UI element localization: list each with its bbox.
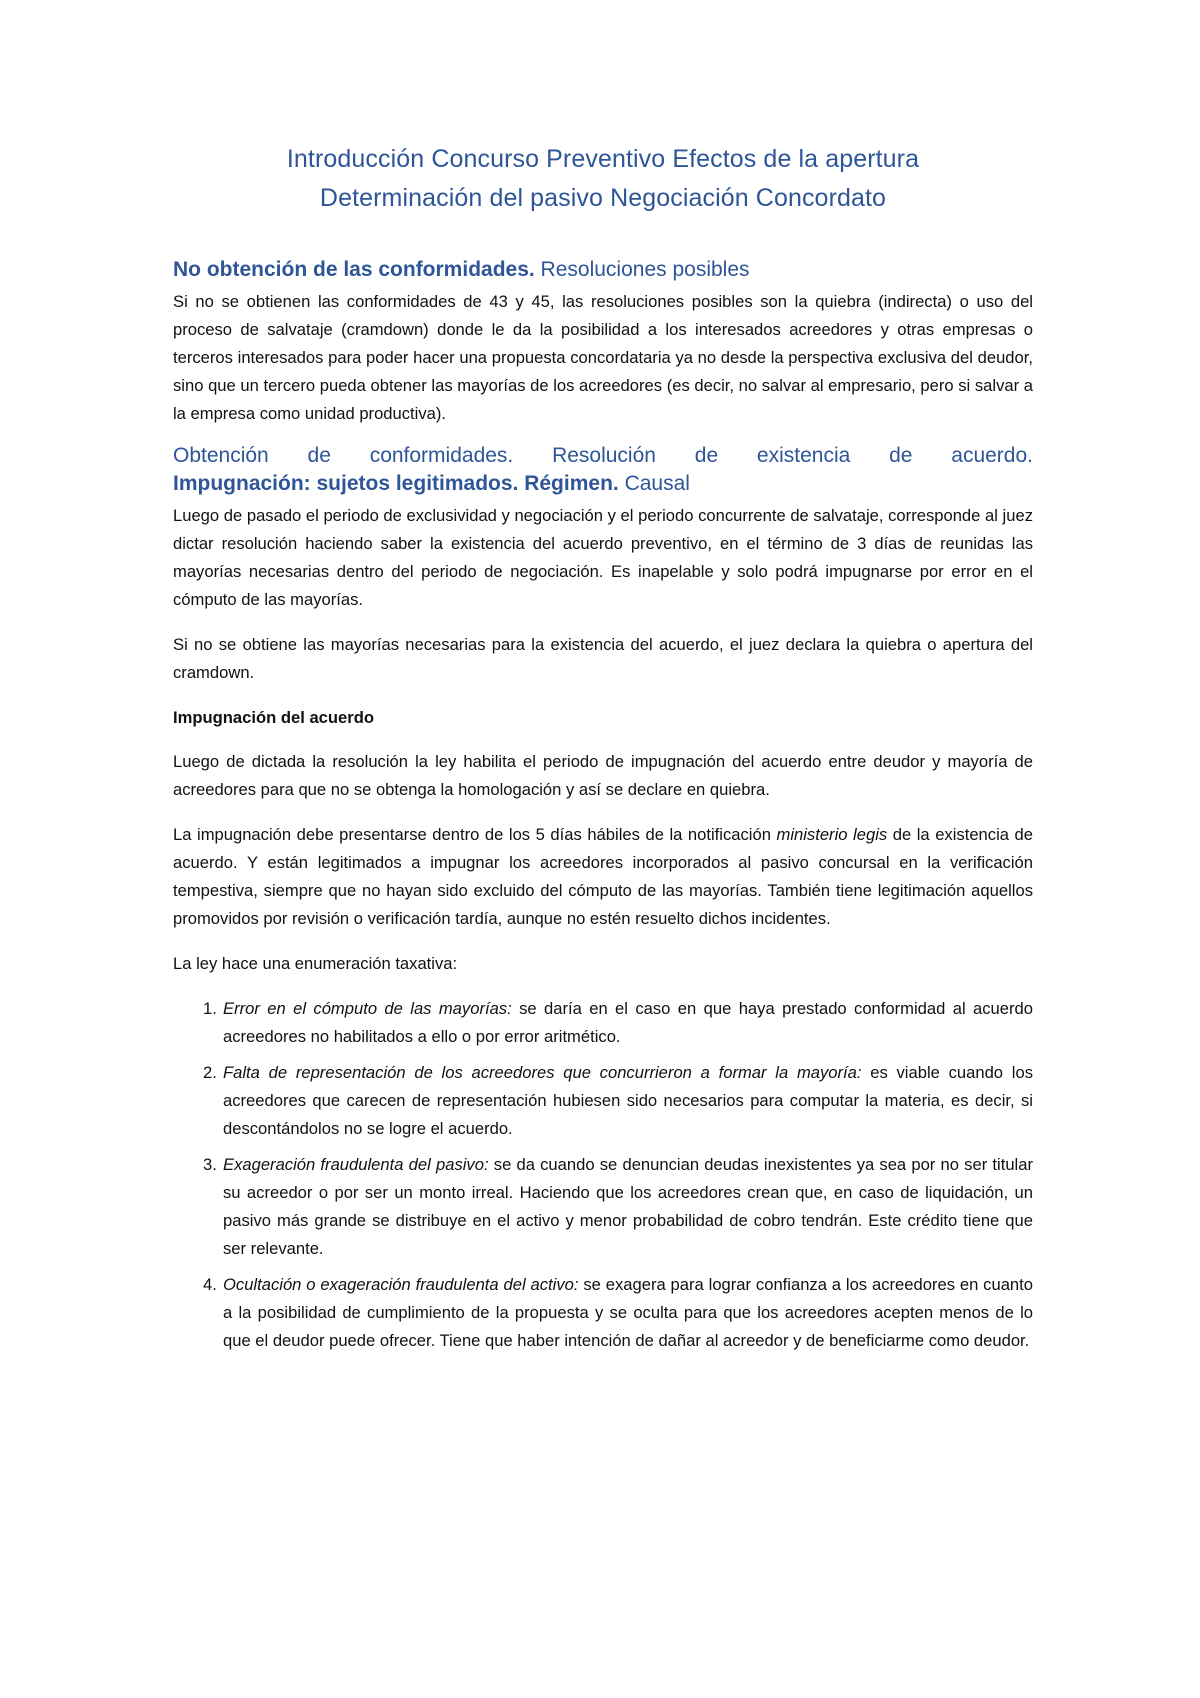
list-item [173,1151,1033,1263]
list-item [173,1271,1033,1355]
list-item-italic: Error en el cómputo de las mayorías: [223,999,512,1018]
section-heading [173,256,1033,284]
paragraph [173,821,1033,933]
list-item-italic: Ocultación o exageración fraudulenta del activo: [223,1275,579,1294]
list-item-text: se daría en el caso en que haya prestado conformidad al acuerdo acreedores no habilitados a ello o por error aritmético. [223,999,1033,1046]
section-no-obtencion [173,256,1033,428]
section-obtencion [173,442,1033,687]
numbered-list [173,995,1033,1355]
list-item-text: se da cuando se denuncian deudas inexistentes ya sea por no ser titular su acreedor o por ser un monto irreal. Haciendo que los acreedores crean que, en caso de liquidación, un pasivo más grande se distribuye en el activo y menor probabilidad de cobro tendrán. Este crédito tiene que ser relevante. [223,1155,1033,1258]
paragraph: Luego de dictada la resolución la ley habilita el periodo de impugnación del acuerdo entre deudor y mayoría de acreedores para que no se obtenga la homologación y así se declare en quiebra. [173,752,1033,799]
document-title [173,140,1033,218]
paragraph-text: de la existencia de acuerdo. Y están legitimados a impugnar los acreedores incorporados al pasivo concursal en la verificación tempestiva, siempre que no hayan sido excluido del cómputo de las mayorías. También tiene legitimación aquellos promovidos por revisión o verificación tardía, aunque no estén resuelto dichos incidentes. [173,825,1033,928]
list-item-number: 1. [203,999,217,1018]
paragraph: Si no se obtiene las mayorías necesarias para la existencia del acuerdo, el juez declara la quiebra o apertura del cramdown. [173,635,1033,682]
paragraph: Luego de pasado el periodo de exclusividad y negociación y el periodo concurrente de salvataje, corresponde al juez dictar resolución haciendo saber la existencia del acuerdo preventivo, en el término de 3 días de reunidas las mayorías necesarias dentro del periodo de negociación. Es inapelable y solo podrá impugnarse por error en el cómputo de las mayorías. [173,506,1033,609]
list-item-text: es viable cuando los acreedores que carecen de representación hubiesen sido necesarios para computar la materia, es decir, si descontándolos no se logre el acuerdo. [223,1063,1033,1138]
heading-word: de [307,444,331,467]
paragraph-italic: ministerio legis [776,825,888,844]
list-item-italic: Exageración fraudulenta del pasivo: [223,1155,489,1174]
list-item-number: 2. [203,1063,217,1082]
heading-word: existencia [756,444,851,467]
heading-word: conformidades. [369,444,514,467]
section-heading-bold: Impugnación: sujetos legitimados. Régimen. [173,472,619,495]
title-line-2: Determinación del pasivo Negociación Concordato [319,184,887,212]
list-item-number: 4. [203,1275,217,1294]
section-heading-line-2 [173,470,1033,498]
paragraph: Si no se obtienen las conformidades de 43 y 45, las resoluciones posibles son la quiebra (indirecta) o uso del proceso de salvataje (cramdown) donde le da la posibilidad a los interesados acreedores y otras empresas o terceros interesados para poder hacer una propuesta concordataria ya no desde la perspectiva exclusiva del deudor, sino que un tercero pueda obtener las mayorías de los acreedores (es decir, no salvar al empresario, pero si salvar a la empresa como unidad productiva). [173,292,1033,423]
paragraph-text: La impugnación debe presentarse dentro de los 5 días hábiles de la notificación [173,825,777,844]
list-intro: La ley hace una enumeración taxativa: [173,954,458,973]
section-impugnacion [173,704,1033,1355]
section-heading-line-1 [173,442,1033,470]
title-line-1: Introducción Concurso Preventivo Efectos de la apertura [286,145,920,173]
heading-word: de [889,444,913,467]
subheading: Impugnación del acuerdo [173,708,374,727]
list-item [173,1059,1033,1143]
section-heading-rest: Causal [618,472,690,495]
heading-word: de [694,444,719,467]
heading-word: Resolución [552,444,656,467]
heading-word: acuerdo. [951,444,1033,467]
heading-word: Obtención [173,444,269,467]
list-item-number: 3. [203,1155,217,1174]
list-item-italic: Falta de representación de los acreedores que concurrieron a formar la mayoría: [223,1063,862,1082]
list-item-text: se exagera para lograr confianza a los acreedores en cuanto a la posibilidad de cumplimiento de la propuesta y se oculta para que los acreedores acepten menos de lo que el deudor puede ofrecer. Tiene que haber intención de dañar al acreedor y de beneficiarme como deudor. [223,1275,1033,1350]
document-page [173,140,1033,1363]
section-heading-rest: Resoluciones posibles [534,258,750,281]
list-item [173,995,1033,1051]
section-heading-bold: No obtención de las conformidades. [173,258,535,281]
